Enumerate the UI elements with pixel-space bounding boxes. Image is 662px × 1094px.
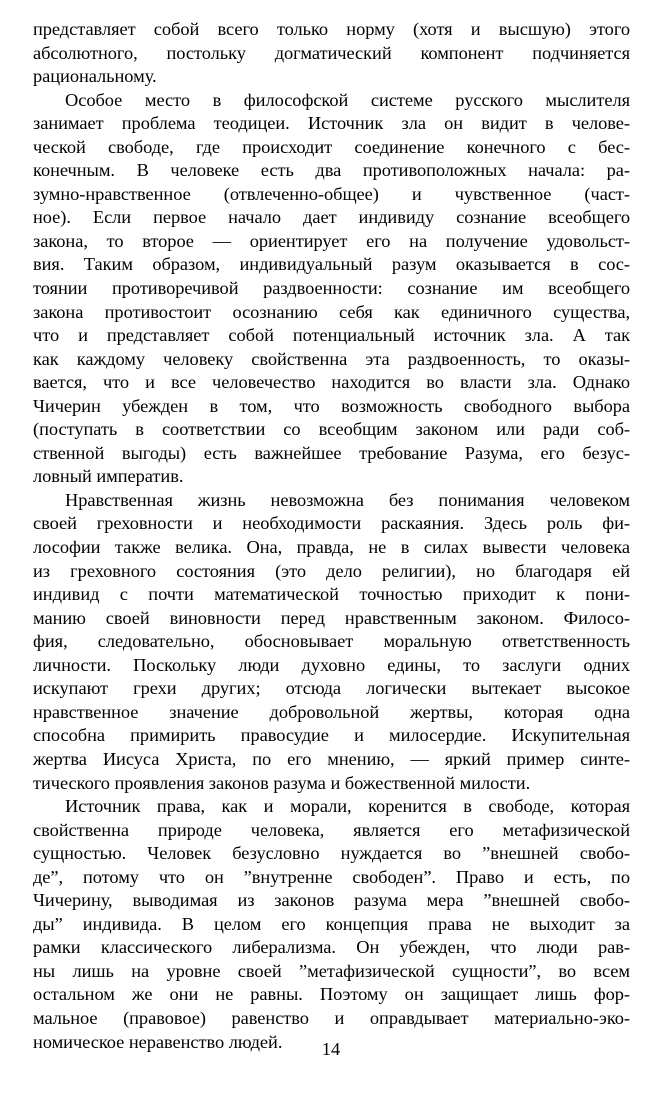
- paragraph: [33, 18, 630, 89]
- text-line: Источник права, как и морали, коренится в свободе, которая: [65, 796, 630, 817]
- text-line: искупают грехи других; отсюда логически вытекает высокое: [33, 678, 630, 699]
- page-number: 14: [321, 1039, 341, 1059]
- text-line: индивид с почти математической точностью приходит к пони-: [33, 584, 630, 605]
- text-line: как каждому человеку свойственна эта раздвоенность, то оказы-: [33, 348, 630, 369]
- text-line: занимает проблема теодицеи. Источник зла он видит в челове-: [33, 113, 630, 134]
- text-line: рамки классического либерализма. Он убежден, что люди рав-: [33, 937, 630, 958]
- text-line: тического проявления законов разума и божественной милости.: [33, 772, 531, 793]
- text-line: закона противостоит осознанию себя как единичного существа,: [33, 301, 630, 322]
- text-line: (поступать в соответствии со всеобщим законом или ради соб-: [33, 419, 630, 440]
- text-line: конечным. В человеке есть два противоположных начала: ра-: [33, 160, 630, 181]
- text-line: лософии также велика. Она, правда, не в силах вывести человека: [33, 537, 630, 558]
- text-line: свойственна природе человека, является его метафизической: [33, 819, 630, 840]
- text-line: ны лишь на уровне своей ”метафизической сущности”, во всем: [33, 960, 630, 981]
- text-line: закона, то второе — ориентирует его на получение удовольст-: [33, 230, 630, 251]
- text-line: Нравственная жизнь невозможна без понимания человеком: [65, 489, 630, 510]
- paragraph: [33, 89, 630, 489]
- text-line: способна примирить правосудие и милосердие. Искупительная: [33, 725, 630, 746]
- text-line: представляет собой всего только норму (хотя и высшую) этого: [33, 19, 630, 39]
- text-line: что и представляет собой потенциальный источник зла. А так: [33, 325, 630, 346]
- text-line: Особое место в философской системе русского мыслителя: [65, 89, 630, 110]
- text-line: жертва Иисуса Христа, по его мнению, — яркий пример синте-: [33, 748, 630, 769]
- text-line: зумно-нравственное (отвлеченно-общее) и чувственное (част-: [33, 183, 630, 204]
- text-line: личности. Поскольку люди духовно едины, то заслуги одних: [33, 654, 630, 675]
- text-line: сущностью. Человек безусловно нуждается во ”внешней свобо-: [33, 843, 630, 864]
- text-line: ды” индивида. В целом его концепция права не выходит за: [33, 913, 630, 934]
- text-line: де”, потому что он ”внутренне свободен”. Право и есть, по: [33, 866, 630, 887]
- paragraph: [33, 795, 630, 1054]
- text-line: ственной выгоды) есть важнейшее требование Разума, его безус-: [33, 442, 630, 463]
- body-text: [33, 18, 630, 1054]
- text-line: фия, следовательно, обосновывает моральную ответственность: [33, 631, 630, 652]
- text-line: ное). Если первое начало дает индивиду сознание всеобщего: [33, 207, 630, 228]
- text-line: ческой свободе, где происходит соединение конечного с бес-: [33, 136, 630, 157]
- text-line: вается, что и все человечество находится во власти зла. Однако: [33, 372, 630, 393]
- text-line: номическое неравенство людей.: [33, 1031, 283, 1052]
- paragraph: [33, 489, 630, 795]
- text-line: из греховного состояния (это дело религии), но благодаря ей: [33, 560, 630, 581]
- text-line: нравственное значение добровольной жертвы, которая одна: [33, 701, 630, 722]
- text-line: своей греховности и необходимости раскаяния. Здесь роль фи-: [33, 513, 630, 534]
- text-line: тоянии противоречивой раздвоенности: сознание им всеобщего: [33, 278, 630, 299]
- text-line: манию своей виновности перед нравственным законом. Филосо-: [33, 607, 630, 628]
- text-line: Чичерину, выводимая из законов разума мера ”внешней свобо-: [33, 890, 630, 911]
- text-line: абсолютного, постольку догматический компонент подчиняется: [33, 42, 630, 63]
- text-line: вия. Таким образом, индивидуальный разум оказывается в сос-: [33, 254, 630, 275]
- text-line: мальное (правовое) равенство и оправдывает материально-эко-: [33, 1007, 630, 1028]
- text-line: рациональному.: [33, 66, 157, 87]
- text-line: ловный императив.: [33, 466, 184, 487]
- text-line: остальном же они не равны. Поэтому он защищает лишь фор-: [33, 984, 630, 1005]
- text-line: Чичерин убежден в том, что возможность свободного выбора: [33, 395, 630, 416]
